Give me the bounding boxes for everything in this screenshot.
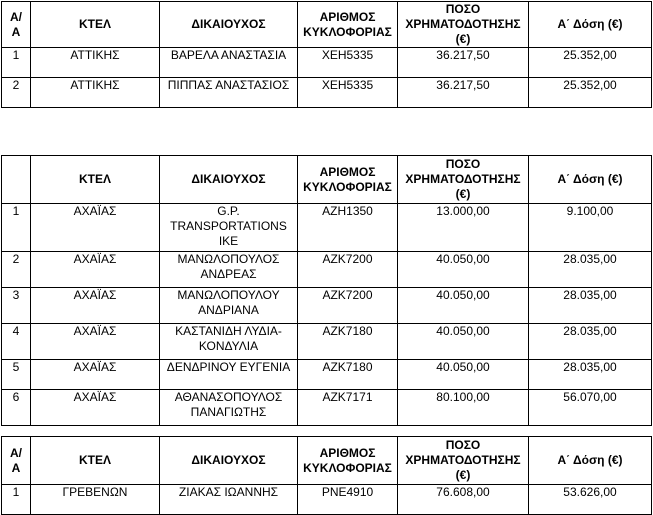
table-row — [2, 288, 652, 324]
table-row — [2, 390, 652, 426]
cell-plate: ΡΝΕ4910 — [298, 485, 398, 515]
header-beneficiary: ΔΙΚΑΙΟΥΧΟΣ — [160, 156, 298, 204]
cell-ktel: ΑΤΤΙΚΗΣ — [31, 48, 160, 78]
cell-amount: 80.100,00 — [398, 390, 529, 426]
header-dose: Α΄ Δόση (€) — [529, 437, 652, 485]
cell-aa: 6 — [2, 390, 31, 426]
cell-ktel: ΑΧΑΪΑΣ — [31, 204, 160, 252]
cell-beneficiary: ΚΑΣΤΑΝΙΔΗ ΛΥΔΙΑ-ΚΟΝΔΥΛΙΑ — [160, 324, 298, 360]
cell-aa: 1 — [2, 204, 31, 252]
cell-beneficiary: ΔΕΝΔΡΙΝΟΥ ΕΥΓΕΝΙΑ — [160, 360, 298, 390]
cell-plate: ΑΖΚ7200 — [298, 252, 398, 288]
cell-amount: 36.217,50 — [398, 78, 529, 108]
cell-beneficiary: ΖΙΑΚΑΣ ΙΩΑΝΝΗΣ — [160, 485, 298, 515]
table-header-row — [2, 2, 652, 48]
cell-amount: 40.050,00 — [398, 324, 529, 360]
cell-amount: 76.608,00 — [398, 485, 529, 515]
cell-aa: 4 — [2, 324, 31, 360]
cell-amount: 40.050,00 — [398, 288, 529, 324]
grant-table-achaia — [1, 155, 652, 426]
cell-aa: 1 — [2, 485, 31, 515]
cell-amount: 13.000,00 — [398, 204, 529, 252]
cell-plate: ΑΖΗ1350 — [298, 204, 398, 252]
header-amount: ΠΟΣΟ ΧΡΗΜΑΤΟΔΟΤΗΣΗΣ (€) — [398, 2, 529, 48]
header-amount: ΠΟΣΟ ΧΡΗΜΑΤΟΔΟΤΗΣΗΣ (€) — [398, 156, 529, 204]
table-row — [2, 485, 652, 515]
cell-plate: ΑΖΚ7200 — [298, 288, 398, 324]
header-ktel: ΚΤΕΛ — [31, 156, 160, 204]
table-row — [2, 252, 652, 288]
cell-aa: 1 — [2, 48, 31, 78]
header-dose: Α΄ Δόση (€) — [529, 156, 652, 204]
cell-ktel: ΑΧΑΪΑΣ — [31, 288, 160, 324]
cell-ktel: ΑΧΑΪΑΣ — [31, 252, 160, 288]
cell-ktel: ΑΤΤΙΚΗΣ — [31, 78, 160, 108]
header-plate: ΑΡΙΘΜΟΣ ΚΥΚΛΟΦΟΡΙΑΣ — [298, 2, 398, 48]
header-aa — [2, 156, 31, 204]
cell-plate: ΑΖΚ7180 — [298, 324, 398, 360]
cell-amount: 36.217,50 — [398, 48, 529, 78]
table-row — [2, 48, 652, 78]
cell-dose: 9.100,00 — [529, 204, 652, 252]
cell-aa: 5 — [2, 360, 31, 390]
cell-dose: 25.352,00 — [529, 48, 652, 78]
cell-ktel: ΑΧΑΪΑΣ — [31, 390, 160, 426]
header-beneficiary: ΔΙΚΑΙΟΥΧΟΣ — [160, 437, 298, 485]
header-dose: Α΄ Δόση (€) — [529, 2, 652, 48]
table-header-row — [2, 437, 652, 485]
table-row — [2, 324, 652, 360]
cell-plate: ΧΕΗ5335 — [298, 78, 398, 108]
cell-dose: 53.626,00 — [529, 485, 652, 515]
cell-plate: ΑΖΚ7180 — [298, 360, 398, 390]
cell-aa: 2 — [2, 252, 31, 288]
cell-beneficiary: ΑΘΑΝΑΣΟΠΟΥΛΟΣ ΠΑΝΑΓΙΩΤΗΣ — [160, 390, 298, 426]
header-amount: ΠΟΣΟ ΧΡΗΜΑΤΟΔΟΤΗΣΗΣ (€) — [398, 437, 529, 485]
cell-ktel: ΑΧΑΪΑΣ — [31, 360, 160, 390]
header-ktel: ΚΤΕΛ — [31, 437, 160, 485]
cell-beneficiary: ΠΙΠΠΑΣ ΑΝΑΣΤΑΣΙΟΣ — [160, 78, 298, 108]
header-plate: ΑΡΙΘΜΟΣ ΚΥΚΛΟΦΟΡΙΑΣ — [298, 156, 398, 204]
header-ktel: ΚΤΕΛ — [31, 2, 160, 48]
cell-dose: 56.070,00 — [529, 390, 652, 426]
table-header-row — [2, 156, 652, 204]
header-beneficiary: ΔΙΚΑΙΟΥΧΟΣ — [160, 2, 298, 48]
cell-plate: ΑΖΚ7171 — [298, 390, 398, 426]
header-aa: Α/Α — [2, 437, 31, 485]
cell-aa: 3 — [2, 288, 31, 324]
cell-plate: ΧΕΗ5335 — [298, 48, 398, 78]
cell-dose: 28.035,00 — [529, 252, 652, 288]
cell-aa: 2 — [2, 78, 31, 108]
cell-dose: 28.035,00 — [529, 324, 652, 360]
cell-amount: 40.050,00 — [398, 252, 529, 288]
cell-amount: 40.050,00 — [398, 360, 529, 390]
table-row — [2, 78, 652, 108]
table-row — [2, 204, 652, 252]
header-plate: ΑΡΙΘΜΟΣ ΚΥΚΛΟΦΟΡΙΑΣ — [298, 437, 398, 485]
cell-dose: 28.035,00 — [529, 360, 652, 390]
cell-dose: 25.352,00 — [529, 78, 652, 108]
grant-table-grevena — [1, 436, 652, 515]
cell-beneficiary: ΒΑΡΕΛΑ ΑΝΑΣΤΑΣΙΑ — [160, 48, 298, 78]
cell-ktel: ΑΧΑΪΑΣ — [31, 324, 160, 360]
table-row — [2, 360, 652, 390]
cell-ktel: ΓΡΕΒΕΝΩΝ — [31, 485, 160, 515]
cell-beneficiary: ΜΑΝΩΛΟΠΟΥΛΟΥ ΑΝΔΡΙΑΝΑ — [160, 288, 298, 324]
cell-beneficiary: G.P. TRANSPORTATIONS ΙΚΕ — [160, 204, 298, 252]
grant-table-attiki — [1, 1, 652, 108]
cell-dose: 28.035,00 — [529, 288, 652, 324]
header-aa: Α/Α — [2, 2, 31, 48]
cell-beneficiary: ΜΑΝΩΛΟΠΟΥΛΟΣ ΑΝΔΡΕΑΣ — [160, 252, 298, 288]
